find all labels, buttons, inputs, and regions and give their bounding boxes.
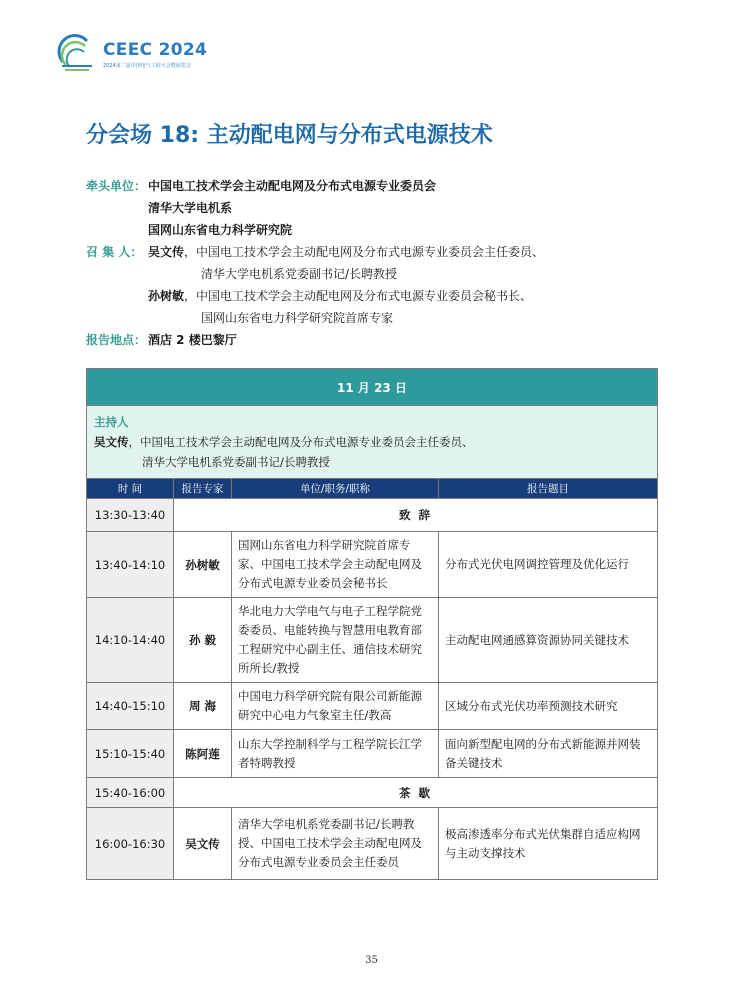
row-topic: 面向新型配电网的分布式新能源并网装备关键技术 [439,730,658,778]
venue-value: 酒店 2 楼巴黎厅 [148,333,237,347]
convener-1-line2: 清华大学电机系党委副书记/长聘教授 [201,267,398,281]
session-title: 分会场 18: 主动配电网与分布式电源技术 [86,123,493,148]
row-topic: 区域分布式光伏功率预测技术研究 [439,683,658,730]
table-row [87,532,658,598]
table-row [87,730,658,778]
lead-org-3: 国网山东省电力科学研究院 [148,223,293,237]
convener-1-line1: ，中国电工技术学会主动配电网及分布式电源专业委员会主任委员、 [184,245,545,259]
row-time: 14:10-14:40 [87,598,174,683]
row-speaker: 孙树敏 [174,532,232,598]
row-speaker: 陈阿莲 [174,730,232,778]
header-speaker: 报告专家 [174,479,232,499]
date-cell: 11 月 23 日 [87,369,658,406]
row-span-label: 茶 歇 [174,778,658,808]
row-time: 16:00-16:30 [87,808,174,880]
row-time: 15:40-16:00 [87,778,174,808]
row-speaker: 吴文传 [174,808,232,880]
host-line2: 清华大学电机系党委副书记/长聘教授 [142,455,330,469]
row-topic: 分布式光伏电网调控管理及优化运行 [439,532,658,598]
date-row [87,369,658,406]
host-cell [87,406,658,479]
globe-icon [57,34,97,74]
row-time: 15:10-15:40 [87,730,174,778]
lead-org-label: 牵头单位： [86,179,147,193]
schedule-table [86,368,658,880]
header-topic: 报告题目 [439,479,658,499]
row-topic: 主动配电网通感算资源协同关键技术 [439,598,658,683]
table-row [87,778,658,808]
convener-2-name: 孙树敏 [148,289,185,303]
row-org: 国网山东省电力科学研究院首席专家、中国电工技术学会主动配电网及分布式电源专业委员会秘书长 [232,532,439,598]
convener-2-line2: 国网山东省电力科学研究院首席专家 [201,311,394,325]
row-time: 13:30-13:40 [87,499,174,532]
table-row [87,499,658,532]
host-row [87,406,658,479]
table-row [87,683,658,730]
header-org: 单位/职务/职称 [232,479,439,499]
table-row [87,598,658,683]
host-name: 吴文传 [94,435,129,449]
table-row [87,808,658,880]
page-number: 35 [365,955,378,966]
lead-org-2: 清华大学电机系 [148,201,233,215]
convener-1-name: 吴文传 [148,245,185,259]
row-span-label: 致 辞 [174,499,658,532]
lead-org-1: 中国电工技术学会主动配电网及分布式电源专业委员会 [148,179,437,193]
header-time: 时 间 [87,479,174,499]
row-speaker: 周 海 [174,683,232,730]
convener-2-line1: ，中国电工技术学会主动配电网及分布式电源专业委员会秘书长、 [184,289,533,303]
logo-subtitle: 2024第二届中国电气工程大会暨展览会 [103,63,191,69]
row-org: 中国电力科学研究院有限公司新能源研究中心电力气象室主任/教高 [232,683,439,730]
row-speaker: 孙 毅 [174,598,232,683]
row-time: 14:40-15:10 [87,683,174,730]
host-line1: ，中国电工技术学会主动配电网及分布式电源专业委员会主任委员、 [128,435,474,449]
logo-title: CEEC 2024 [103,40,208,60]
row-time: 13:40-14:10 [87,532,174,598]
header-row [87,479,658,499]
venue-label: 报告地点： [86,333,147,347]
row-org: 清华大学电机系党委副书记/长聘教授、中国电工技术学会主动配电网及分布式电源专业委员会主任委员 [232,808,439,880]
row-org: 华北电力大学电气与电子工程学院党委委员、电能转换与智慧用电教育部工程研究中心副主任、通信技术研究所所长/教授 [232,598,439,683]
convener-label: 召 集 人： [86,245,143,259]
row-org: 山东大学控制科学与工程学院长江学者特聘教授 [232,730,439,778]
row-topic: 极高渗透率分布式光伏集群自适应构网与主动支撑技术 [439,808,658,880]
conference-logo [57,34,227,74]
host-label: 主持人 [94,415,129,429]
